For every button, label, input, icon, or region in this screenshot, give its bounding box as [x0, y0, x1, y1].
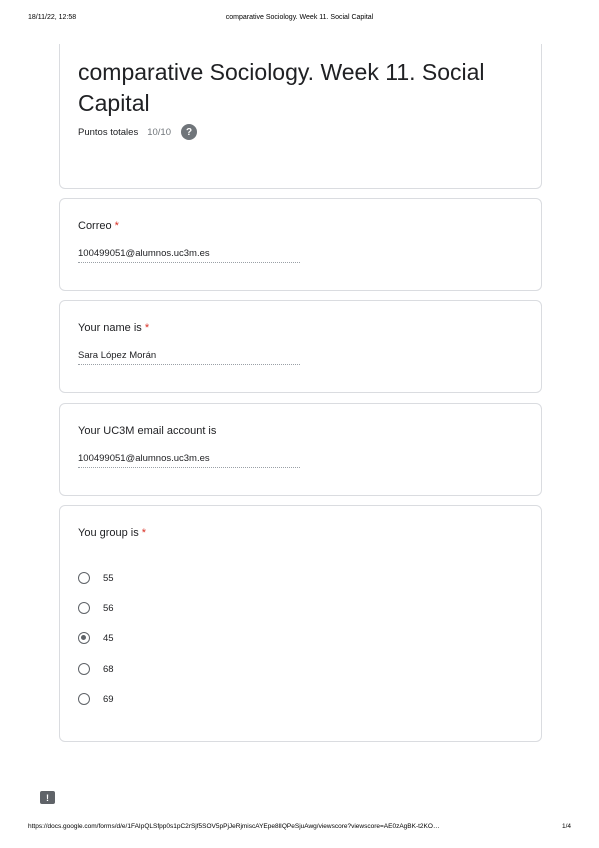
print-header	[28, 14, 571, 26]
radio-button-selected[interactable]	[78, 632, 90, 644]
print-footer	[28, 823, 571, 835]
print-date: 18/11/22, 12:58	[28, 14, 77, 21]
radio-option-56[interactable]	[78, 600, 114, 616]
radio-button[interactable]	[78, 693, 90, 705]
question-card-email	[59, 198, 542, 291]
form-header-card	[59, 44, 542, 189]
radio-button[interactable]	[78, 572, 90, 584]
option-label: 68	[103, 663, 114, 675]
radio-button[interactable]	[78, 663, 90, 675]
question-card-name	[59, 300, 542, 393]
score-row	[78, 124, 197, 140]
radio-option-55[interactable]	[78, 570, 114, 586]
required-marker: *	[141, 527, 147, 539]
form-title: comparative Sociology. Week 11. Social Capital	[78, 59, 485, 116]
feedback-icon[interactable]: !	[40, 791, 55, 804]
score-value: 10/10	[147, 126, 171, 138]
help-icon[interactable]: ?	[181, 124, 197, 140]
radio-option-45[interactable]	[78, 630, 114, 646]
radio-option-68[interactable]	[78, 661, 114, 677]
required-marker: *	[114, 220, 119, 232]
question-card-group	[59, 505, 542, 742]
score-label: Puntos totales	[78, 126, 139, 138]
question-label	[78, 220, 119, 232]
option-label: 69	[103, 693, 114, 705]
print-url: https://docs.google.com/forms/d/e/1FAIpQLSfpp0s1pC2rSjf5SOV5pPjJeRjmiscAYEpe8lIQPeSjuAwg/viewscore?viewscore=AE0zAgBK-t2KO…	[28, 823, 440, 830]
answer-field: Sara López Morán	[78, 350, 300, 365]
radio-option-69[interactable]	[78, 691, 114, 707]
answer-field: 100499051@alumnos.uc3m.es	[78, 248, 300, 263]
question-label	[78, 425, 216, 437]
question-text: You group is	[78, 527, 139, 539]
question-text: Correo	[78, 220, 112, 232]
question-card-uc3m-email	[59, 403, 542, 496]
question-label	[78, 322, 149, 334]
question-text: Your UC3M email account is	[78, 425, 217, 437]
required-marker: *	[144, 322, 150, 334]
answer-field: 100499051@alumnos.uc3m.es	[78, 453, 300, 468]
option-label: 45	[103, 632, 114, 644]
page-number: 1/4	[561, 823, 571, 830]
question-label	[78, 527, 146, 539]
print-doc-title: comparative Sociology. Week 11. Social Capital	[225, 14, 374, 21]
question-text: Your name is	[78, 322, 142, 334]
option-label: 55	[103, 572, 114, 584]
option-label: 56	[103, 602, 114, 614]
radio-button[interactable]	[78, 602, 90, 614]
